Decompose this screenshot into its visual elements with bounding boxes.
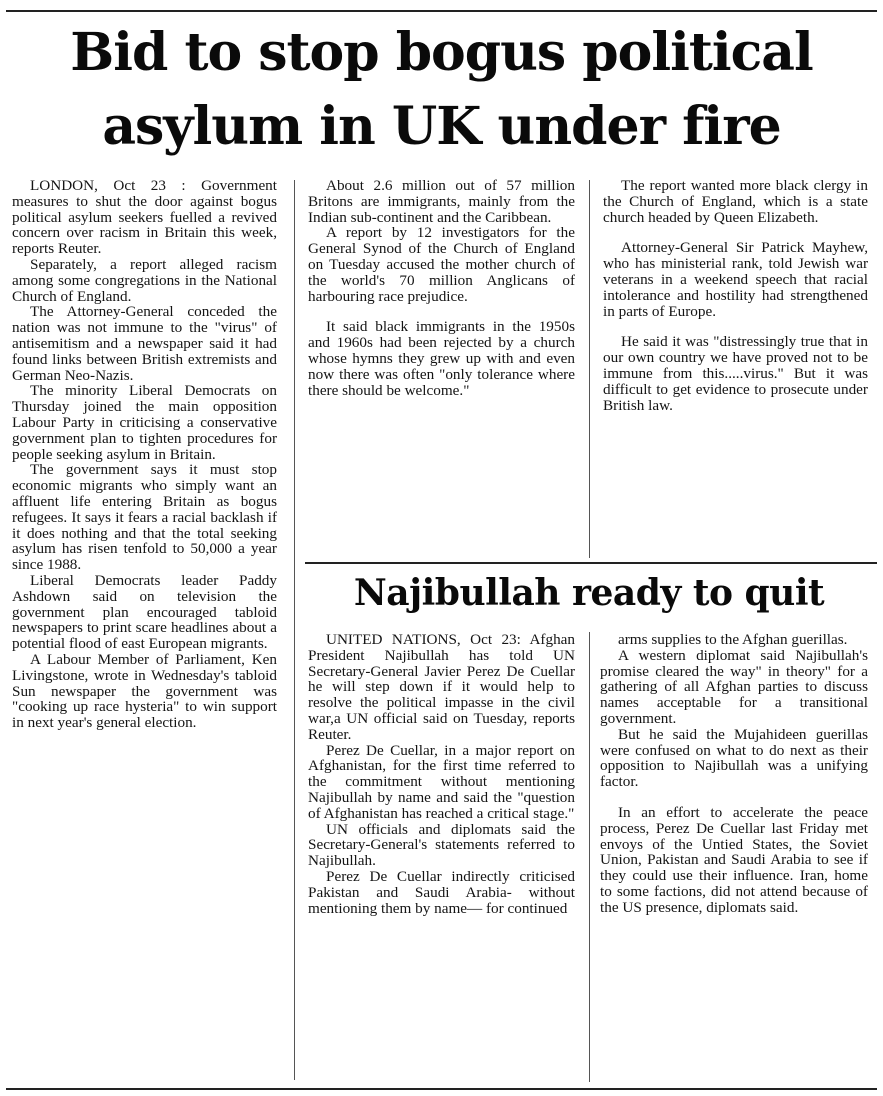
paragraph: He said it was "distressingly true that in our own country we have proved not to be immune from this.....virus." But it was difficult to get evidence to prosecute under British law. <box>603 333 868 414</box>
paragraph: Perez De Cuellar indirectly criticised Pakistan and Saudi Arabia- without mentioning them by name— for continued <box>308 867 575 917</box>
paragraph: In an effort to accelerate the peace process, Perez De Cuellar last Friday met envoys of the Untied States, the Soviet Union, Pakistan and Saudi Arabia to see if they could use their influence. Iran, home to some factions, did not attend because of the US presence, diplomats said. <box>600 803 868 916</box>
article2-column-1 <box>308 632 575 1084</box>
article1-column-1 <box>12 178 277 1083</box>
column-divider <box>294 180 295 1080</box>
paragraph: A western diplomat said Najibullah's promise cleared the way" in theory" for a gathering of all Afghan parties to discuss names acceptable for a transitional government. <box>600 646 868 727</box>
paragraph: A Labour Member of Parliament, Ken Livingstone, wrote in Wednesday's tabloid Sun newspaper the government was "cooking up race hysteria" to win support in next year's general election. <box>12 650 277 732</box>
article1-column-3 <box>603 178 868 558</box>
paragraph: Attorney-General Sir Patrick Mayhew, who has ministerial rank, told Jewish war veterans in a weekend speech that racial intolerance and hostility had strengthened in parts of Europe. <box>603 239 868 320</box>
column-divider <box>589 632 590 1082</box>
paragraph: UN officials and diplomats said the Secretary-General's statements referred to Najibullah. <box>308 820 575 870</box>
paragraph: Perez De Cuellar, in a major report on Afghanistan, for the first time referred to the commitment without mentioning Najibullah by name and said the "question of Afghanistan has reached a critical stage." <box>308 741 575 822</box>
paragraph: LONDON, Oct 23 : Government measures to shut the door against bogus political asylum seekers fuelled a revived concern over racism in Britain this week, reports Reuter. <box>12 178 277 258</box>
paragraph: arms supplies to the Afghan guerillas. <box>618 632 848 648</box>
headline-najibullah: Najibullah ready to quit <box>353 572 825 614</box>
article-separator <box>305 562 877 564</box>
paragraph: But he said the Mujahideen guerillas were confused on what to do next as their opposition to Najibullah was a unifying factor. <box>600 725 868 791</box>
article2-column-2 <box>600 632 868 1084</box>
paragraph: It said black immigrants in the 1950s and 1960s had been rejected by a church whose hymns they grew up with and even now there was often "only tolerance where there should be welcome." <box>308 318 575 399</box>
paragraph: UNITED NATIONS, Oct 23: Afghan President Najibullah has told UN Secretary-General Javier Perez De Cuellar he will step down if it would help to resolve the political impasse in the civil war,a UN official said on Tuesday, reports Reuter. <box>308 632 575 743</box>
headline-line-2: asylum in UK under fire <box>102 96 781 157</box>
paragraph: A report by 12 investigators for the General Synod of the Church of England on Tuesday accused the mother church of the world's 70 million Anglicans of harbouring race prejudice. <box>308 224 575 305</box>
paragraph: Separately, a report alleged racism among some congregations in the National Church of England. <box>12 255 277 305</box>
paragraph: About 2.6 million out of 57 million Britons are immigrants, mainly from the Indian sub-continent and the Caribbean. <box>308 178 575 226</box>
top-rule <box>6 10 877 12</box>
paragraph: The report wanted more black clergy in the Church of England, which is a state church headed by Queen Elizabeth. <box>603 178 868 226</box>
paragraph: Liberal Democrats leader Paddy Ashdown said on television the government plan encouraged tabloid newspapers to print scare headlines about a potential flood of east European migrants. <box>12 571 277 653</box>
article1-column-2 <box>308 178 575 558</box>
column-divider <box>589 180 590 558</box>
paragraph: The minority Liberal Democrats on Thursday joined the main opposition Labour Party in criticising a conservative government plan to tighten procedures for people seeking asylum in Britain. <box>12 382 277 463</box>
paragraph: The Attorney-General conceded the nation was not immune to the "virus" of antisemitism and a newspaper said it had found links between British extremists and German Neo-Nazis. <box>12 303 277 384</box>
paragraph: The government says it must stop economic migrants who simply want an affluent life entering Britain as bogus refugees. It says it fears a racial backlash if it does nothing and that the total seeking asylum has risen tenfold to 50,000 a year since 1988. <box>12 461 277 574</box>
headline-line-1: Bid to stop bogus political <box>70 22 813 83</box>
bottom-rule <box>6 1088 877 1090</box>
